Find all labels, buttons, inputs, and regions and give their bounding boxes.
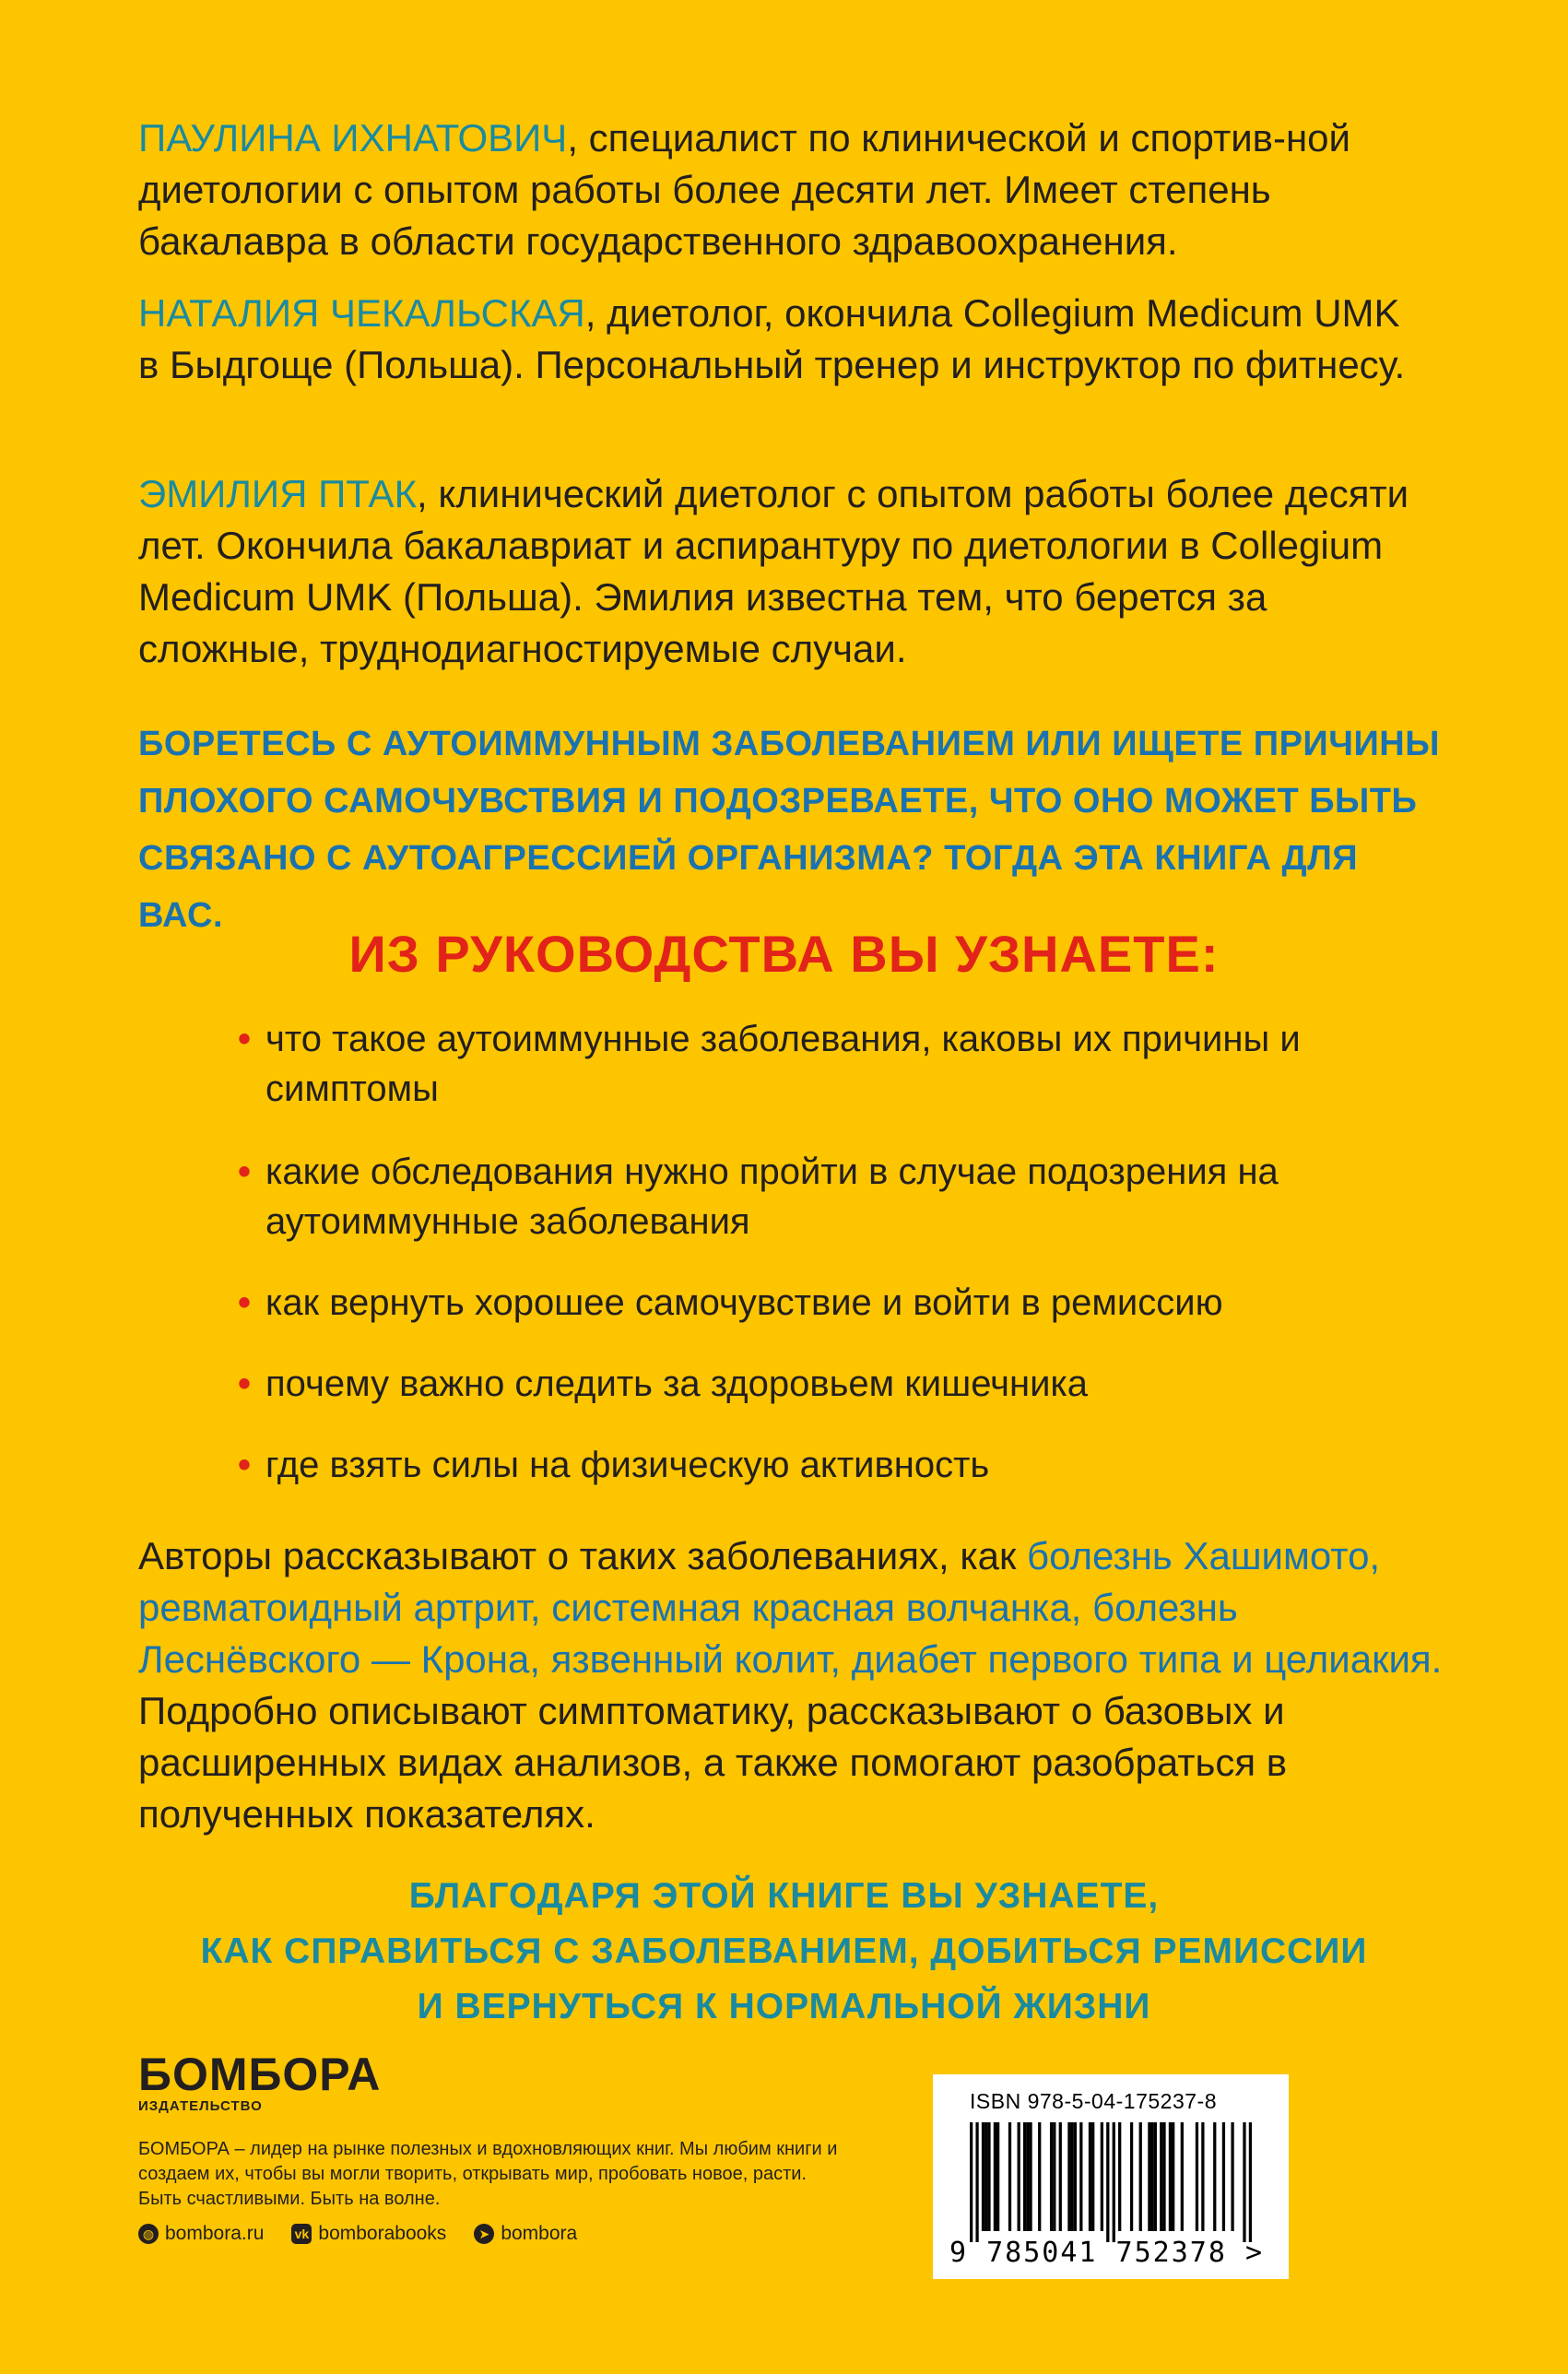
barcode-bar [1169,2122,1172,2231]
list-item: • как вернуть хорошее самочувствие и войти в ремиссию [238,1278,1436,1328]
barcode-bar [996,2122,999,2231]
barcode-bar [1201,2122,1204,2231]
isbn-label: ISBN 978-5-04-175237-8 [970,2089,1217,2113]
social-telegram[interactable]: ➤ bombora [474,2220,577,2248]
barcode-box [933,2074,1289,2279]
barcode-bar [1053,2122,1055,2231]
bullet-icon: • [238,1019,252,1059]
barcode-bar [1154,2122,1157,2231]
vk-icon: vk [291,2224,312,2244]
barcode-bar [1018,2122,1020,2231]
barcode-bar [1106,2122,1109,2242]
telegram-icon: ➤ [474,2224,494,2244]
ean-number: 9 785041 752378 > [949,2237,1265,2269]
barcode-bar [1079,2122,1082,2231]
barcode-bar [1150,2122,1153,2231]
barcode-bar [1213,2122,1216,2231]
barcode-bar [1118,2122,1121,2231]
barcode-bar [1113,2122,1115,2242]
author-description: , диетолог, окончила Collegium Medicum UMK в Быдгоще (Польша). Персональный тренер и инструктор по фитнесу. [138,291,1406,386]
logo-subtitle: ИЗДАТЕЛЬСТВО [138,2098,263,2114]
globe-icon: ◍ [138,2224,159,2244]
barcode-bar [1029,2122,1032,2231]
social-links [138,2220,577,2248]
barcode-bar [1181,2122,1184,2231]
author-bio-3 [138,468,1429,675]
bullet-icon: • [238,1445,252,1485]
barcode-bar [1008,2122,1011,2231]
list-item: • что такое аутоиммунные заболевания, каковы их причины и симптомы [238,1014,1436,1114]
author-bio-1 [138,112,1429,267]
barcode-bar [1196,2122,1198,2231]
barcode-bar [1067,2122,1070,2231]
barcode-bar [1243,2122,1245,2242]
barcode-bar [1222,2122,1225,2231]
author-description: , специалист по клинической и спортив-ной диетологии с опытом работы более десяти лет. Имеет степень бакалавра в области государственного здравоохранения. [138,116,1350,263]
publisher-description: БОМБОРА – лидер на рынке полезных и вдохновляющих книг. Мы любим книги и создаем их, чтобы вы могли творить, открывать мир, пробовать новое, расти. Быть счастливыми. Быть на волне. [138,2139,838,2209]
barcode-bar [1059,2122,1062,2231]
barcode-bar [1101,2122,1103,2231]
learn-heading: ИЗ РУКОВОДСТВА ВЫ УЗНАЕТЕ: [348,925,1220,983]
learn-list [238,1014,1436,1490]
bullet-icon: • [238,1364,252,1404]
barcode-bar [1172,2122,1174,2231]
barcode-bar [994,2122,996,2231]
author-bio-2 [138,288,1429,391]
barcode-bar [1023,2122,1026,2231]
barcode-bar [970,2122,973,2242]
barcode-bar [1148,2122,1150,2231]
body-paragraph: Авторы рассказывают о таких заболеваниях, как болезнь Хашимото, ревматоидный артрит, системная красная волчанка, болезнь Леснёвского — Крона, язвенный колит, диабет первого типа и целиакия. Подробно описывают симптоматику, рассказывают о базовых и расширенных видах анализов, а также помогают разобраться в полученных показателях. [138,1534,1443,1836]
list-item: • какие обследования нужно пройти в случае подозрения на аутоиммунные заболевания [238,1147,1436,1246]
bullet-icon: • [238,1282,252,1323]
target-question: БОРЕТЕСЬ С АУТОИММУННЫМ ЗАБОЛЕВАНИЕМ ИЛИ ИЩЕТЕ ПРИЧИНЫ ПЛОХОГО САМОЧУВСТВИЯ И ПОДОЗРЕВАЕТЕ, ЧТО ОНО МОЖЕТ БЫТЬ СВЯЗАНО С АУТОАГРЕССИЕЙ ОРГАНИЗМА? ТОГДА ЭТА КНИГА ДЛЯ ВАС. [138,725,1440,935]
barcode-bar [1162,2122,1165,2231]
barcode-bar [1231,2122,1233,2231]
closing-statement: БЛАГОДАРЯ ЭТОЙ КНИГЕ ВЫ УЗНАЕТЕ, КАК СПРАВИТЬСЯ С ЗАБОЛЕВАНИЕМ, ДОБИТЬСЯ РЕМИССИИ И ВЕРНУТЬСЯ К НОРМАЛЬНОЙ ЖИЗНИ [200,1876,1368,2026]
barcode-bar [1139,2122,1142,2231]
barcode-bar [1026,2122,1029,2231]
author-name: НАТАЛИЯ ЧЕКАЛЬСКАЯ [138,291,585,335]
barcode-bar [1089,2122,1091,2231]
barcode-bar [1249,2122,1252,2242]
logo-wordmark: БОМБОРА [138,2049,382,2100]
barcode-bar [982,2122,984,2231]
barcode-bar [1074,2122,1077,2231]
diseases-highlight: болезнь Хашимото, ревматоидный артрит, системная красная волчанка, болезнь Леснёвского — Крона, язвенный колит, диабет первого типа и целиакия. [138,1534,1443,1681]
social-website[interactable]: ◍ bombora.ru [138,2220,264,2248]
author-name: ПАУЛИНА ИХНАТОВИЧ [138,116,568,159]
barcode-bar [1071,2122,1074,2231]
barcode-bar [1130,2122,1133,2231]
social-vk[interactable]: vk bomborabooks [291,2220,446,2248]
barcode-bar [1091,2122,1094,2231]
bullet-icon: • [238,1152,252,1192]
publisher-logo [138,2051,381,2116]
barcode-bar [987,2122,990,2231]
author-name: ЭМИЛИЯ ПТАК [138,472,418,515]
barcode [970,2122,1252,2242]
barcode-bar [975,2122,978,2242]
list-item: • где взять силы на физическую активность [238,1440,1436,1490]
barcode-bar [1038,2122,1041,2231]
list-item: • почему важно следить за здоровьем кишечника [238,1359,1436,1409]
author-description: , клинический диетолог с опытом работы более десяти лет. Окончила бакалавриат и аспирантуру по диетологии в Collegium Medicum UMK (Польша). Эмилия известна тем, что берется за сложные, труднодиагностируемые случаи. [138,472,1409,670]
barcode-bar [1160,2122,1162,2231]
barcode-bar [1050,2122,1053,2231]
barcode-bar [984,2122,987,2231]
